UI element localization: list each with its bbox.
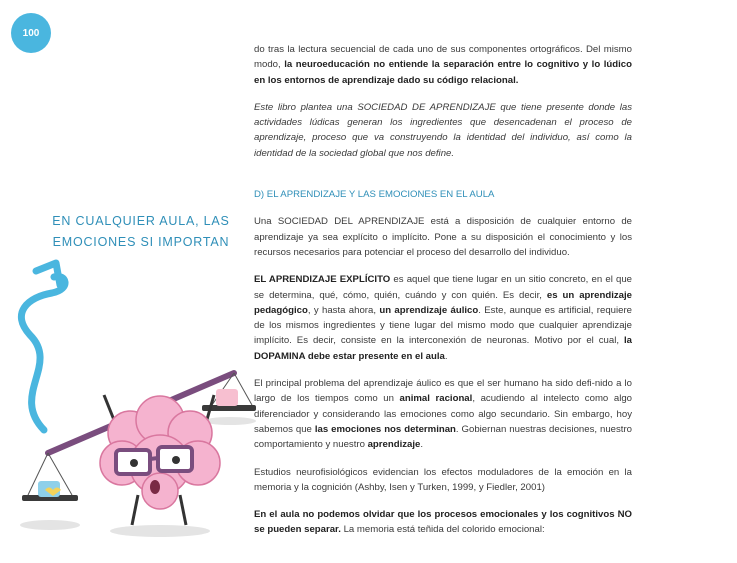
paragraph-2: Este libro plantea una SOCIEDAD DE APRENDIZAJE que tiene presente donde las actividades lúdicas generan los ingredientes que desencadenan el proceso de aprendizaje, proceso que va construyendo la identidad del individuo, así como la identidad de la sociedad global que nos define. (254, 101, 632, 159)
pull-quote: EN CUALQUIER AULA, LAS EMOCIONES SI IMPORTAN (52, 214, 230, 249)
section-heading: D) EL APRENDIZAJE Y LAS EMOCIONES EN EL AULA (254, 189, 495, 201)
paragraph-5: El principal problema del aprendizaje áulico es que el ser humano ha sido defi-nido a lo largo de los tiempos como un animal racional, acudiendo al intelecto como algo diferenciador y considerando las emociones como algo secundario. Sin embargo, hoy sabemos que las emociones nos determinan. Gobiernan nuestras decisiones, nuestro comportamiento y nuestro aprendizaje. (254, 378, 632, 451)
pink-box-icon (216, 389, 238, 406)
body-text-column (254, 42, 632, 550)
paragraph-6: Estudios neurofisiológicos evidencian los efectos moduladores de la emoción en la memoria y la cognición (Ashby, Isen y Turken, 1999, y Fiedler, 2001) (254, 466, 632, 493)
paragraph-3: Una SOCIEDAD DEL APRENDIZAJE está a disposición de cualquier entorno de aprendizaje ya sea explícito o implícito. Pone a su disposición el conocimiento y los recursos necesarios para potenciar el proceso del desarrollo del individuo. (254, 216, 632, 258)
paragraph-1: do tras la lectura secuencial de cada uno de sus componentes ortográficos. Del mismo modo, la neuroeducación no entiende la separación entre lo cognitivo y lo lúdico en los entornos de aprendizaje dado su código relacional. (254, 44, 632, 86)
curly-arrow-icon (21, 276, 65, 430)
page-number: 100 (22, 27, 40, 39)
brain-balance-illustration (0, 225, 270, 545)
page-number-badge (11, 13, 51, 53)
paragraph-7: En el aula no podemos olvidar que los procesos emocionales y los cognitivos NO se pueden separar. La memoria está teñida del colorido emocional: (254, 509, 632, 536)
paragraph-4: EL APRENDIZAJE EXPLÍCITO es aquel que tiene lugar en un sitio concreto, en el que se determina, qué, cómo, quién, cuándo y con quién. Es decir, es un aprendizaje pedagógico, y hasta ahora, un aprendizaje áulico. Este, aunque es artificial, requiere de los mismos ingredientes y tiene lugar del mismo modo que cualquier aprendizaje implícito. Es decir, consiste en la interconexión de neuronas. Motivo por el cual, la DOPAMINA debe estar presente en el aula. (254, 274, 633, 362)
